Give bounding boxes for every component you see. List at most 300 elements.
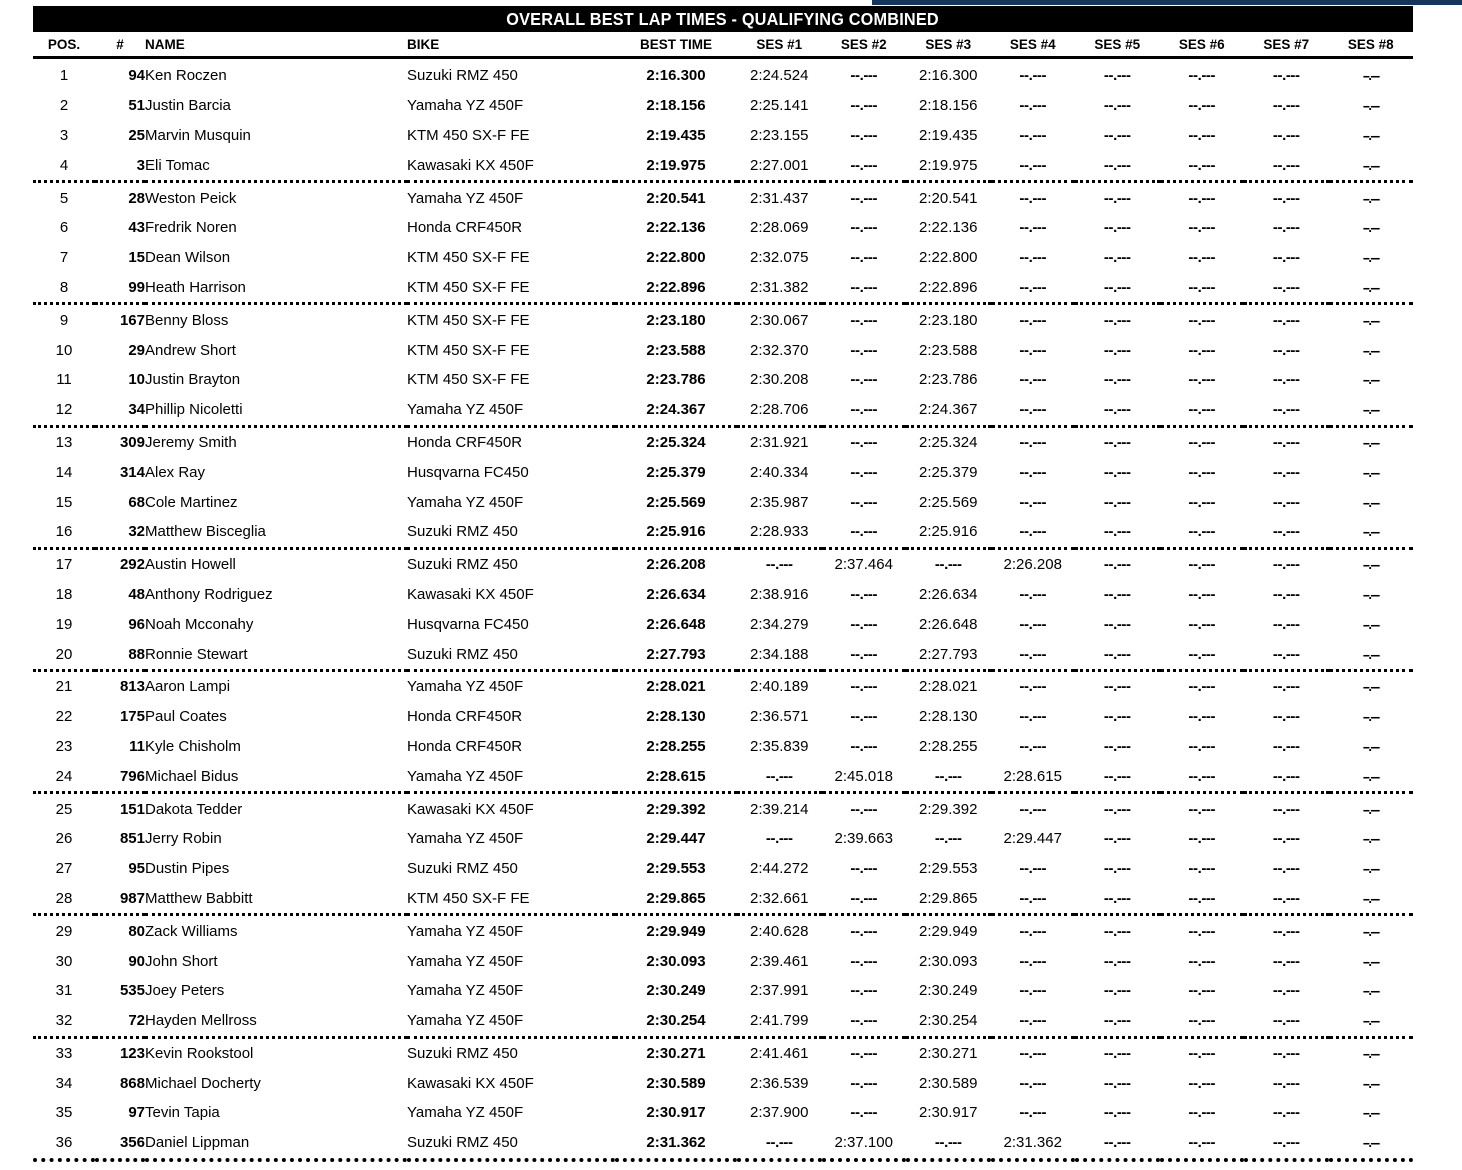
cell-session-7: --.--- <box>1272 952 1300 970</box>
cell-session-8: --.--- <box>1362 586 1379 602</box>
cell-session-5: --.--- <box>1103 982 1131 1000</box>
cell-session-1: 2:41.461 <box>750 1044 809 1062</box>
cell-session-5: --.--- <box>1075 395 1160 426</box>
cell-rider-number: 167 <box>119 311 145 329</box>
cell-bike: Kawasaki KX 450F <box>407 800 534 818</box>
cell-session-6: --.--- <box>1188 493 1216 511</box>
cell-session-1: 2:35.839 <box>750 737 809 755</box>
cell-rider-number: 95 <box>128 860 145 878</box>
table-row <box>33 976 1413 1006</box>
cell-best-time: 2:22.896 <box>615 273 737 304</box>
cell-rider-name: Matthew Bisceglia <box>145 517 407 548</box>
cell-session-2: --.--- <box>850 982 878 1000</box>
cell-best-time: 2:30.249 <box>646 982 706 1000</box>
cell-rider-number: 851 <box>119 830 145 848</box>
table-row <box>33 732 1413 762</box>
cell-session-5: --.--- <box>1103 952 1131 970</box>
cell-session-1: --.--- <box>737 761 822 792</box>
cell-session-7: --.--- <box>1244 395 1329 426</box>
cell-rider-name: Fredrik Noren <box>145 219 237 237</box>
cell-session-8: --.--- <box>1362 1075 1379 1091</box>
cell-session-4: --.--- <box>1019 126 1047 144</box>
cell-session-5: --.--- <box>1103 463 1131 481</box>
cell-session-1: 2:28.706 <box>737 395 822 426</box>
cell-session-4: --.--- <box>1019 615 1047 633</box>
column-header-ses-6: SES #6 <box>1160 32 1245 58</box>
cell-session-8: --.--- <box>1362 616 1379 632</box>
cell-best-time: 2:29.949 <box>646 922 706 940</box>
cell-session-6: --.--- <box>1160 395 1245 426</box>
cell-rider-number: 25 <box>128 126 145 144</box>
cell-best-time: 2:23.588 <box>646 341 706 359</box>
table-row <box>33 915 1413 946</box>
cell-position: 30 <box>55 952 73 970</box>
cell-session-3: 2:29.949 <box>919 922 978 940</box>
cell-position: 34 <box>55 1074 73 1092</box>
table-header <box>33 32 1413 58</box>
cell-session-8: --.--- <box>1362 220 1379 236</box>
cell-position: 8 <box>33 273 95 304</box>
cell-rider-number: 314 <box>119 463 145 481</box>
cell-session-6: --.--- <box>1188 311 1216 329</box>
cell-rider-number: 987 <box>95 884 145 915</box>
cell-session-8: --.--- <box>1362 434 1379 450</box>
cell-rider-number: 535 <box>119 982 145 1000</box>
cell-session-4: 2:26.208 <box>1003 556 1062 574</box>
cell-session-7: --.--- <box>1272 860 1300 878</box>
cell-rider-number: 90 <box>128 952 145 970</box>
cell-session-1: 2:31.382 <box>737 273 822 304</box>
cell-session-3: 2:19.975 <box>906 150 991 181</box>
cell-best-time: 2:26.648 <box>646 615 706 633</box>
cell-session-2: --.--- <box>822 273 907 304</box>
cell-rider-number: 99 <box>95 273 145 304</box>
cell-session-6: --.--- <box>1188 189 1216 207</box>
table-row <box>33 702 1413 732</box>
cell-session-3: 2:28.021 <box>919 678 978 696</box>
cell-session-3: 2:25.324 <box>919 433 978 451</box>
column-header-number: # <box>95 32 145 58</box>
cell-best-time: 2:30.254 <box>615 1006 737 1037</box>
cell-session-3: 2:23.588 <box>919 341 978 359</box>
cell-session-4: --.--- <box>1019 1104 1047 1122</box>
table-row <box>33 1128 1413 1160</box>
cell-session-3: 2:29.553 <box>919 860 978 878</box>
cell-session-2: --.--- <box>850 219 878 237</box>
cell-session-4: --.--- <box>1019 97 1047 115</box>
cell-position: 17 <box>55 556 73 574</box>
cell-session-4: --.--- <box>991 273 1076 304</box>
cell-rider-number: 96 <box>128 615 145 633</box>
cell-rider-name: Cole Martinez <box>145 493 238 511</box>
cell-session-8: --.--- <box>1329 761 1414 792</box>
cell-session-4: --.--- <box>991 884 1076 915</box>
cell-session-8: --.--- <box>1362 312 1379 328</box>
cell-rider-name: Phillip Nicoletti <box>145 395 407 426</box>
cell-bike: Kawasaki KX 450F <box>407 585 534 603</box>
table-row <box>33 150 1413 181</box>
cell-session-7: --.--- <box>1272 708 1300 726</box>
column-header-ses-7: SES #7 <box>1244 32 1329 58</box>
cell-session-4: --.--- <box>1019 1044 1047 1062</box>
cell-session-3: 2:25.916 <box>906 517 991 548</box>
cell-rider-name: Anthony Rodriguez <box>145 585 273 603</box>
cell-position: 27 <box>55 860 73 878</box>
cell-best-time: 2:16.300 <box>646 67 706 85</box>
table-row <box>33 580 1413 610</box>
column-header-pos: POS. <box>33 32 95 58</box>
cell-rider-name: Dakota Tedder <box>145 800 243 818</box>
cell-session-7: --.--- <box>1244 884 1329 915</box>
cell-rider-name: Marvin Musquin <box>145 126 251 144</box>
cell-rider-name: Ken Roczen <box>145 67 227 85</box>
cell-session-2: --.--- <box>850 341 878 359</box>
cell-session-6: --.--- <box>1188 708 1216 726</box>
cell-session-3: 2:25.569 <box>919 493 978 511</box>
cell-session-6: --.--- <box>1160 761 1245 792</box>
top-accent-bar <box>872 0 1462 5</box>
cell-best-time: 2:26.634 <box>646 585 706 603</box>
cell-session-4: --.--- <box>991 1006 1076 1037</box>
cell-bike: Yamaha YZ 450F <box>407 1104 524 1122</box>
cell-session-3: 2:30.254 <box>906 1006 991 1037</box>
cell-session-4: --.--- <box>1019 982 1047 1000</box>
cell-session-2: --.--- <box>850 1074 878 1092</box>
cell-position: 28 <box>33 884 95 915</box>
cell-rider-name: Justin Brayton <box>145 371 241 389</box>
cell-session-6: --.--- <box>1188 556 1216 574</box>
cell-session-5: --.--- <box>1103 737 1131 755</box>
cell-rider-name: Alex Ray <box>145 463 206 481</box>
cell-bike: Yamaha YZ 450F <box>407 395 615 426</box>
cell-bike: Suzuki RMZ 450 <box>407 517 615 548</box>
cell-session-4: 2:28.615 <box>991 761 1076 792</box>
cell-session-6: --.--- <box>1188 341 1216 359</box>
cell-bike: Yamaha YZ 450F <box>407 189 524 207</box>
cell-session-7: --.--- <box>1272 678 1300 696</box>
cell-session-2: --.--- <box>850 615 878 633</box>
cell-session-2: --.--- <box>850 249 878 267</box>
cell-session-7: --.--- <box>1272 556 1300 574</box>
cell-bike: Yamaha YZ 450F <box>407 982 524 1000</box>
cell-position: 5 <box>59 189 69 207</box>
cell-session-8: --.--- <box>1362 372 1379 388</box>
cell-session-5: --.--- <box>1103 97 1131 115</box>
cell-session-8: --.--- <box>1329 150 1414 181</box>
cell-session-7: --.--- <box>1272 585 1300 603</box>
cell-rider-name: Aaron Lampi <box>145 678 231 696</box>
table-row <box>33 58 1413 91</box>
cell-bike: Yamaha YZ 450F <box>407 922 524 940</box>
cell-rider-name: Hayden Mellross <box>145 1006 407 1037</box>
table-row <box>33 335 1413 365</box>
cell-rider-name: Dean Wilson <box>145 249 231 267</box>
column-header-ses-1: SES #1 <box>737 32 822 58</box>
cell-session-6: --.--- <box>1160 150 1245 181</box>
cell-position: 21 <box>55 678 73 696</box>
cell-session-7: --.--- <box>1244 150 1329 181</box>
cell-best-time: 2:28.130 <box>646 708 706 726</box>
cell-session-6: --.--- <box>1160 273 1245 304</box>
cell-rider-name: Noah Mcconahy <box>145 615 254 633</box>
cell-session-8: --.--- <box>1329 639 1414 670</box>
cell-session-3: 2:23.786 <box>919 371 978 389</box>
cell-session-6: --.--- <box>1160 1128 1245 1160</box>
cell-session-2: --.--- <box>822 150 907 181</box>
cell-session-1: 2:32.370 <box>750 341 809 359</box>
cell-session-7: --.--- <box>1272 737 1300 755</box>
cell-best-time: 2:28.615 <box>615 761 737 792</box>
cell-session-5: --.--- <box>1075 150 1160 181</box>
cell-best-time: 2:29.447 <box>646 830 706 848</box>
cell-session-8: --.--- <box>1362 1045 1379 1061</box>
cell-session-7: --.--- <box>1244 761 1329 792</box>
cell-session-7: --.--- <box>1272 493 1300 511</box>
cell-position: 31 <box>55 982 73 1000</box>
cell-session-8: --.--- <box>1329 1128 1414 1160</box>
cell-rider-number: 123 <box>119 1044 145 1062</box>
cell-session-4: --.--- <box>991 517 1076 548</box>
cell-best-time: 2:25.324 <box>646 433 706 451</box>
cell-best-time: 2:19.975 <box>615 150 737 181</box>
cell-rider-name: Eli Tomac <box>145 150 407 181</box>
cell-session-7: --.--- <box>1272 249 1300 267</box>
cell-rider-number: 72 <box>95 1006 145 1037</box>
cell-rider-name: Paul Coates <box>145 708 227 726</box>
cell-rider-name: Kyle Chisholm <box>145 737 241 755</box>
cell-session-1: 2:32.075 <box>750 249 809 267</box>
cell-session-8: --.--- <box>1362 831 1379 847</box>
table-header-row <box>33 32 1413 58</box>
cell-session-4: --.--- <box>1019 341 1047 359</box>
cell-session-3: 2:30.917 <box>919 1104 978 1122</box>
cell-session-4: --.--- <box>1019 860 1047 878</box>
cell-session-7: --.--- <box>1272 219 1300 237</box>
cell-best-time: 2:24.367 <box>615 395 737 426</box>
cell-rider-number: 292 <box>119 556 145 574</box>
cell-session-2: --.--- <box>850 860 878 878</box>
cell-best-time: 2:26.208 <box>646 556 706 574</box>
cell-rider-name: Dustin Pipes <box>145 860 230 878</box>
cell-session-2: --.--- <box>850 67 878 85</box>
cell-rider-number: 151 <box>119 800 145 818</box>
table-row <box>33 243 1413 273</box>
cell-session-5: --.--- <box>1103 249 1131 267</box>
cell-session-6: --.--- <box>1188 982 1216 1000</box>
cell-bike: Honda CRF450R <box>407 708 523 726</box>
cell-session-7: --.--- <box>1272 922 1300 940</box>
table-row <box>33 273 1413 304</box>
cell-session-2: --.--- <box>822 884 907 915</box>
table-row <box>33 517 1413 548</box>
cell-best-time: 2:30.271 <box>646 1044 706 1062</box>
cell-rider-number: 29 <box>128 341 145 359</box>
cell-session-5: --.--- <box>1103 126 1131 144</box>
cell-session-1: --.--- <box>765 556 793 574</box>
cell-rider-number: 32 <box>95 517 145 548</box>
results-title-bar <box>33 6 1413 32</box>
cell-session-7: --.--- <box>1272 800 1300 818</box>
cell-bike: Kawasaki KX 450F <box>407 1074 534 1092</box>
cell-session-8: --.--- <box>1362 738 1379 754</box>
column-header-ses-3: SES #3 <box>906 32 991 58</box>
cell-session-5: --.--- <box>1103 585 1131 603</box>
cell-best-time: 2:23.786 <box>646 371 706 389</box>
cell-position: 24 <box>33 761 95 792</box>
cell-position: 35 <box>55 1104 73 1122</box>
cell-session-4: --.--- <box>1019 800 1047 818</box>
cell-bike: Honda CRF450R <box>407 737 523 755</box>
cell-best-time: 2:25.379 <box>646 463 706 481</box>
cell-session-3: 2:25.379 <box>919 463 978 481</box>
cell-session-2: --.--- <box>850 708 878 726</box>
cell-session-7: --.--- <box>1272 97 1300 115</box>
cell-session-1: 2:39.461 <box>750 952 809 970</box>
cell-session-7: --.--- <box>1272 67 1300 85</box>
table-row <box>33 670 1413 701</box>
cell-session-6: --.--- <box>1188 1104 1216 1122</box>
cell-best-time: 2:25.916 <box>615 517 737 548</box>
cell-bike: Yamaha YZ 450F <box>407 678 524 696</box>
cell-rider-number: 3 <box>95 150 145 181</box>
cell-rider-name: Daniel Lippman <box>145 1128 407 1160</box>
table-row <box>33 1006 1413 1037</box>
cell-session-3: 2:24.367 <box>906 395 991 426</box>
cell-session-3: 2:16.300 <box>919 67 978 85</box>
cell-bike: Husqvarna FC450 <box>407 615 529 633</box>
cell-bike: KTM 450 SX-F FE <box>407 126 530 144</box>
cell-best-time: 2:29.553 <box>646 860 706 878</box>
cell-session-1: 2:25.141 <box>750 97 809 115</box>
table-row <box>33 609 1413 639</box>
cell-session-4: --.--- <box>1019 708 1047 726</box>
cell-best-time: 2:25.569 <box>646 493 706 511</box>
cell-position: 1 <box>59 67 69 85</box>
cell-session-7: --.--- <box>1272 341 1300 359</box>
cell-session-5: --.--- <box>1103 1044 1131 1062</box>
cell-session-1: 2:27.001 <box>737 150 822 181</box>
cell-session-6: --.--- <box>1188 678 1216 696</box>
cell-session-6: --.--- <box>1188 219 1216 237</box>
cell-position: 29 <box>55 922 73 940</box>
cell-session-6: --.--- <box>1160 1006 1245 1037</box>
cell-session-1: 2:35.987 <box>750 493 809 511</box>
cell-session-6: --.--- <box>1188 800 1216 818</box>
cell-session-8: --.--- <box>1329 1006 1414 1037</box>
cell-session-8: --.--- <box>1362 861 1379 877</box>
cell-position: 7 <box>59 249 69 267</box>
cell-session-2: --.--- <box>822 1006 907 1037</box>
cell-session-1: 2:32.661 <box>737 884 822 915</box>
table-row <box>33 854 1413 884</box>
cell-session-8: --.--- <box>1362 679 1379 695</box>
cell-session-5: --.--- <box>1103 371 1131 389</box>
cell-session-1: 2:37.900 <box>750 1104 809 1122</box>
cell-session-3: 2:26.648 <box>919 615 978 633</box>
table-row <box>33 793 1413 824</box>
cell-session-8: --.--- <box>1329 395 1414 426</box>
cell-session-3: 2:30.249 <box>919 982 978 1000</box>
cell-session-1: 2:24.524 <box>750 67 809 85</box>
cell-session-3: 2:27.793 <box>906 639 991 670</box>
cell-session-5: --.--- <box>1103 311 1131 329</box>
cell-session-2: --.--- <box>850 585 878 603</box>
cell-session-3: 2:29.865 <box>906 884 991 915</box>
table-row <box>33 91 1413 121</box>
cell-bike: KTM 450 SX-F FE <box>407 311 530 329</box>
cell-position: 36 <box>33 1128 95 1160</box>
cell-session-7: --.--- <box>1272 615 1300 633</box>
table-row <box>33 1037 1413 1068</box>
cell-session-1: 2:31.921 <box>750 433 809 451</box>
cell-rider-name: Justin Barcia <box>145 97 231 115</box>
cell-session-2: --.--- <box>850 311 878 329</box>
table-row <box>33 824 1413 854</box>
cell-best-time: 2:20.541 <box>646 189 706 207</box>
cell-session-6: --.--- <box>1188 830 1216 848</box>
cell-session-6: --.--- <box>1188 126 1216 144</box>
cell-session-3: 2:30.093 <box>919 952 978 970</box>
cell-session-8: --.--- <box>1362 494 1379 510</box>
cell-session-1: 2:44.272 <box>750 860 809 878</box>
cell-rider-number: 309 <box>119 433 145 451</box>
cell-session-5: --.--- <box>1103 1074 1131 1092</box>
cell-session-3: 2:18.156 <box>919 97 978 115</box>
column-header-bike: BIKE <box>407 32 615 58</box>
cell-session-8: --.--- <box>1329 517 1414 548</box>
cell-session-6: --.--- <box>1188 615 1216 633</box>
cell-session-7: --.--- <box>1272 433 1300 451</box>
cell-best-time: 2:28.021 <box>646 678 706 696</box>
cell-rider-name: Jerry Robin <box>145 830 222 848</box>
cell-session-7: --.--- <box>1272 371 1300 389</box>
cell-session-8: --.--- <box>1362 1105 1379 1121</box>
cell-session-2: --.--- <box>850 463 878 481</box>
cell-rider-number: 10 <box>128 371 145 389</box>
cell-position: 11 <box>56 371 72 389</box>
cell-session-5: --.--- <box>1103 800 1131 818</box>
page-title: OVERALL BEST LAP TIMES - QUALIFYING COMBINED <box>506 9 940 29</box>
cell-session-6: --.--- <box>1160 884 1245 915</box>
cell-session-1: 2:34.188 <box>737 639 822 670</box>
cell-session-7: --.--- <box>1244 1006 1329 1037</box>
cell-session-5: --.--- <box>1103 189 1131 207</box>
cell-session-5: --.--- <box>1103 830 1131 848</box>
cell-session-3: --.--- <box>934 830 962 848</box>
cell-session-8: --.--- <box>1362 342 1379 358</box>
cell-session-4: --.--- <box>1019 67 1047 85</box>
cell-session-8: --.--- <box>1362 953 1379 969</box>
cell-session-7: --.--- <box>1272 463 1300 481</box>
cell-session-4: 2:31.362 <box>991 1128 1076 1160</box>
cell-session-1: 2:34.279 <box>750 615 809 633</box>
cell-session-4: --.--- <box>1019 922 1047 940</box>
cell-bike: Kawasaki KX 450F <box>407 150 615 181</box>
table-row <box>33 1098 1413 1128</box>
cell-session-4: --.--- <box>1019 189 1047 207</box>
cell-session-2: --.--- <box>850 952 878 970</box>
cell-session-6: --.--- <box>1188 249 1216 267</box>
cell-session-6: --.--- <box>1188 737 1216 755</box>
cell-session-5: --.--- <box>1075 1128 1160 1160</box>
cell-session-1: 2:41.799 <box>737 1006 822 1037</box>
cell-session-2: 2:37.464 <box>834 556 893 574</box>
cell-session-6: --.--- <box>1188 952 1216 970</box>
cell-position: 13 <box>55 433 73 451</box>
cell-session-3: 2:20.541 <box>919 189 978 207</box>
cell-session-3: --.--- <box>906 761 991 792</box>
cell-session-4: --.--- <box>991 150 1076 181</box>
